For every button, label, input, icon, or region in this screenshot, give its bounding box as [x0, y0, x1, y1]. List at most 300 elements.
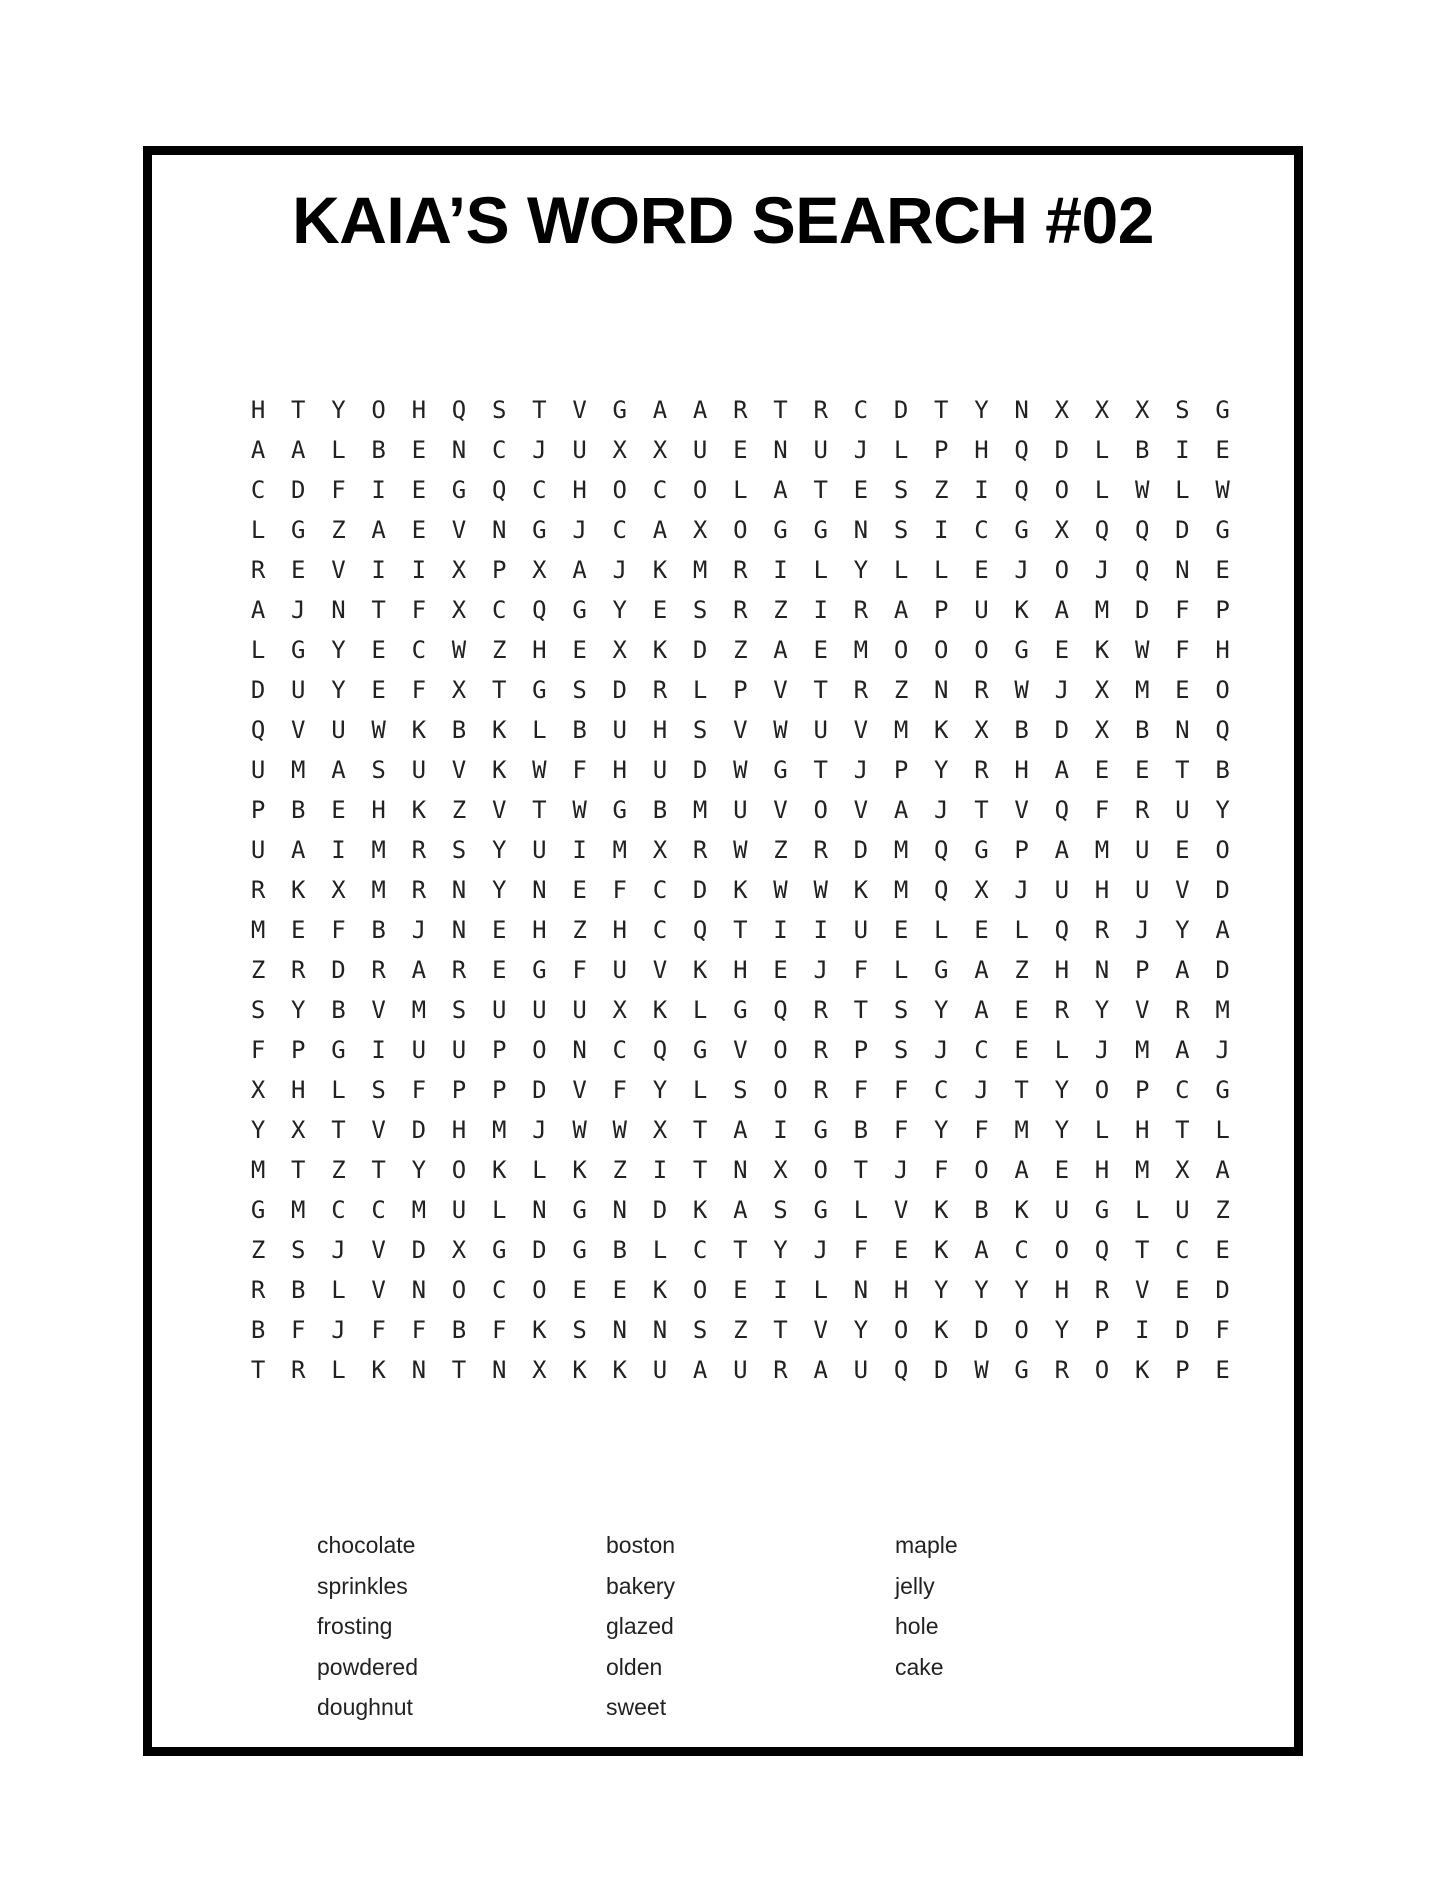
- grid-letter: H: [532, 916, 547, 944]
- grid-letter: X: [1094, 716, 1110, 744]
- grid-letter: X: [773, 1156, 788, 1184]
- grid-letter: Y: [331, 396, 346, 424]
- grid-letter: K: [853, 876, 869, 904]
- grid-letter: O: [773, 1036, 788, 1064]
- grid-letter: L: [250, 636, 266, 664]
- grid-letter: S: [692, 596, 708, 624]
- grid-letter: T: [1175, 756, 1190, 784]
- grid-letter: J: [934, 1036, 949, 1064]
- grid-letter: A: [773, 636, 788, 664]
- grid-letter: U: [652, 1356, 668, 1384]
- grid-letter: Q: [451, 396, 467, 424]
- grid-letter: A: [893, 796, 909, 824]
- grid-letter: V: [652, 956, 668, 984]
- grid-letter: U: [1134, 836, 1150, 864]
- word-item: sweet: [606, 1694, 667, 1720]
- grid-letter: S: [893, 476, 909, 504]
- grid-letter: N: [934, 676, 949, 704]
- grid-letter: N: [773, 436, 788, 464]
- grid-letter: C: [1175, 1236, 1190, 1264]
- grid-letter: U: [572, 996, 587, 1024]
- grid-row: [238, 430, 1238, 470]
- grid-letter: W: [773, 716, 788, 744]
- grid-letter: Y: [1014, 1276, 1029, 1304]
- grid-letter: O: [813, 796, 828, 824]
- grid-letter: L: [893, 556, 909, 584]
- grid-letter: M: [893, 876, 909, 904]
- grid-letter: Z: [331, 1156, 346, 1184]
- grid-row: [238, 470, 1238, 510]
- grid-letter: Q: [1054, 796, 1070, 824]
- grid-letter: F: [1175, 636, 1190, 664]
- grid-letter: P: [491, 1076, 507, 1104]
- grid-letter: S: [491, 396, 507, 424]
- grid-letter: O: [451, 1276, 467, 1304]
- grid-letter: E: [893, 916, 909, 944]
- grid-letter: S: [371, 756, 386, 784]
- grid-letter: Q: [692, 916, 708, 944]
- grid-letter: P: [1134, 1076, 1150, 1104]
- grid-letter: T: [1134, 1236, 1150, 1264]
- grid-letter: C: [1014, 1236, 1029, 1264]
- grid-letter: W: [1014, 676, 1029, 704]
- grid-letter: X: [451, 676, 467, 704]
- grid-letter: T: [733, 916, 748, 944]
- grid-letter: P: [1134, 956, 1150, 984]
- grid-letter: L: [813, 1276, 828, 1304]
- grid-letter: A: [974, 956, 989, 984]
- grid-letter: V: [451, 756, 467, 784]
- grid-letter: E: [1215, 556, 1230, 584]
- grid-letter: G: [934, 956, 949, 984]
- grid-letter: M: [491, 1116, 507, 1144]
- grid-letter: W: [532, 756, 547, 784]
- grid-letter: Z: [491, 636, 507, 664]
- grid-letter: X: [652, 1116, 668, 1144]
- grid-letter: J: [1014, 556, 1029, 584]
- grid-letter: U: [532, 836, 547, 864]
- grid-letter: E: [331, 796, 346, 824]
- grid-letter: I: [813, 596, 828, 624]
- grid-letter: Z: [773, 836, 788, 864]
- grid-letter: I: [652, 1156, 668, 1184]
- grid-letter: F: [853, 1236, 869, 1264]
- grid-letter: U: [331, 716, 346, 744]
- grid-letter: D: [934, 1356, 949, 1384]
- grid-letter: P: [491, 1036, 507, 1064]
- grid-letter: A: [1215, 916, 1230, 944]
- grid-letter: O: [1054, 476, 1070, 504]
- grid-letter: X: [652, 836, 668, 864]
- grid-letter: T: [371, 1156, 386, 1184]
- grid-letter: F: [1175, 596, 1190, 624]
- grid-row: [238, 510, 1238, 550]
- grid-letter: H: [1094, 1156, 1110, 1184]
- grid-letter: E: [411, 476, 427, 504]
- grid-letter: O: [1094, 1076, 1110, 1104]
- grid-letter: V: [371, 996, 386, 1024]
- grid-letter: U: [291, 676, 306, 704]
- grid-letter: B: [974, 1196, 989, 1224]
- grid-letter: I: [934, 516, 949, 544]
- grid-letter: T: [974, 796, 989, 824]
- grid-letter: M: [371, 876, 386, 904]
- grid-letter: F: [934, 1156, 949, 1184]
- grid-letter: R: [1175, 996, 1190, 1024]
- grid-letter: U: [1054, 1196, 1070, 1224]
- puzzle-frame: [143, 146, 1303, 1756]
- grid-letter: F: [371, 1316, 386, 1344]
- grid-letter: R: [411, 836, 427, 864]
- grid-letter: G: [974, 836, 989, 864]
- grid-letter: E: [1215, 1356, 1230, 1384]
- grid-letter: T: [773, 1316, 788, 1344]
- grid-letter: U: [813, 436, 828, 464]
- grid-letter: D: [331, 956, 346, 984]
- grid-letter: B: [451, 716, 467, 744]
- grid-letter: F: [572, 756, 587, 784]
- grid-letter: U: [491, 996, 507, 1024]
- grid-letter: G: [733, 996, 748, 1024]
- grid-letter: F: [491, 1316, 507, 1344]
- grid-letter: G: [532, 676, 547, 704]
- grid-letter: N: [331, 596, 346, 624]
- word-column: [895, 1525, 1184, 1728]
- grid-letter: J: [853, 436, 869, 464]
- grid-letter: L: [491, 1196, 507, 1224]
- grid-letter: A: [652, 396, 668, 424]
- grid-letter: J: [1054, 676, 1070, 704]
- grid-letter: N: [652, 1316, 668, 1344]
- grid-letter: P: [1094, 1316, 1110, 1344]
- grid-letter: K: [371, 1356, 386, 1384]
- grid-letter: P: [733, 676, 748, 704]
- grid-letter: U: [612, 716, 627, 744]
- grid-letter: Q: [1134, 516, 1150, 544]
- grid-letter: O: [934, 636, 949, 664]
- grid-letter: N: [451, 876, 467, 904]
- grid-letter: O: [371, 396, 386, 424]
- grid-letter: T: [813, 676, 828, 704]
- grid-letter: G: [250, 1196, 266, 1224]
- grid-letter: H: [612, 916, 627, 944]
- grid-letter: Y: [853, 1316, 869, 1344]
- grid-letter: Y: [934, 756, 949, 784]
- grid-letter: O: [451, 1156, 467, 1184]
- grid-letter: S: [371, 1076, 386, 1104]
- grid-letter: L: [331, 1076, 346, 1104]
- grid-letter: K: [934, 1236, 949, 1264]
- grid-letter: N: [853, 516, 869, 544]
- grid-letter: Z: [1014, 956, 1029, 984]
- grid-letter: C: [612, 1036, 627, 1064]
- grid-letter: U: [692, 436, 708, 464]
- grid-row: [238, 1030, 1238, 1070]
- grid-letter: U: [451, 1196, 467, 1224]
- grid-letter: D: [291, 476, 306, 504]
- grid-letter: O: [893, 636, 909, 664]
- grid-row: [238, 1110, 1238, 1150]
- grid-letter: T: [692, 1116, 708, 1144]
- grid-letter: L: [331, 1276, 346, 1304]
- grid-letter: Q: [250, 716, 266, 744]
- grid-letter: N: [532, 876, 547, 904]
- grid-letter: A: [1175, 956, 1190, 984]
- grid-letter: Q: [652, 1036, 668, 1064]
- grid-letter: V: [813, 1316, 828, 1344]
- grid-letter: L: [692, 676, 708, 704]
- grid-letter: Q: [1054, 916, 1070, 944]
- grid-row: [238, 910, 1238, 950]
- grid-letter: B: [371, 916, 386, 944]
- grid-letter: T: [371, 596, 386, 624]
- grid-letter: W: [371, 716, 386, 744]
- grid-letter: R: [813, 1076, 828, 1104]
- grid-letter: T: [773, 396, 788, 424]
- grid-letter: G: [1014, 1356, 1029, 1384]
- grid-letter: O: [1215, 676, 1230, 704]
- grid-letter: G: [773, 756, 788, 784]
- grid-letter: X: [1054, 396, 1070, 424]
- grid-letter: U: [250, 836, 266, 864]
- grid-letter: N: [1175, 716, 1190, 744]
- grid-row: [238, 1150, 1238, 1190]
- grid-letter: W: [733, 836, 748, 864]
- grid-letter: H: [974, 436, 989, 464]
- grid-letter: T: [813, 756, 828, 784]
- grid-letter: G: [813, 1196, 828, 1224]
- grid-letter: N: [612, 1316, 627, 1344]
- grid-letter: R: [813, 1036, 828, 1064]
- grid-letter: K: [692, 956, 708, 984]
- grid-letter: S: [451, 996, 467, 1024]
- grid-letter: K: [411, 796, 427, 824]
- grid-letter: K: [1014, 596, 1029, 624]
- grid-letter: V: [572, 396, 587, 424]
- grid-letter: F: [411, 1076, 427, 1104]
- word-item: frosting: [317, 1613, 393, 1639]
- grid-letter: S: [451, 836, 467, 864]
- grid-letter: U: [451, 1036, 467, 1064]
- grid-letter: E: [1175, 676, 1190, 704]
- grid-letter: N: [1014, 396, 1029, 424]
- grid-letter: Z: [250, 956, 266, 984]
- grid-letter: A: [250, 596, 266, 624]
- grid-letter: O: [1054, 556, 1070, 584]
- grid-letter: T: [692, 1156, 708, 1184]
- grid-letter: V: [853, 716, 869, 744]
- grid-letter: Z: [1215, 1196, 1230, 1224]
- grid-letter: D: [532, 1076, 547, 1104]
- grid-letter: R: [451, 956, 467, 984]
- grid-letter: T: [291, 396, 306, 424]
- grid-row: [238, 1190, 1238, 1230]
- grid-letter: X: [451, 596, 467, 624]
- grid-letter: O: [1215, 836, 1230, 864]
- grid-letter: Y: [773, 1236, 788, 1264]
- grid-letter: N: [853, 1276, 869, 1304]
- grid-letter: W: [1215, 476, 1230, 504]
- grid-letter: X: [532, 1356, 547, 1384]
- grid-letter: G: [451, 476, 467, 504]
- grid-letter: Q: [1014, 436, 1029, 464]
- grid-letter: B: [652, 796, 668, 824]
- grid-letter: J: [934, 796, 949, 824]
- grid-letter: Z: [733, 636, 748, 664]
- grid-row: [238, 590, 1238, 630]
- grid-letter: L: [853, 1196, 869, 1224]
- grid-letter: O: [974, 1156, 989, 1184]
- grid-letter: D: [652, 1196, 668, 1224]
- grid-letter: B: [1134, 436, 1150, 464]
- grid-letter: U: [532, 996, 547, 1024]
- grid-letter: Y: [1175, 916, 1190, 944]
- grid-letter: L: [652, 1236, 668, 1264]
- word-item: cake: [895, 1653, 944, 1680]
- grid-letter: M: [692, 556, 708, 584]
- grid-letter: A: [692, 396, 708, 424]
- grid-row: [238, 390, 1238, 430]
- grid-letter: M: [411, 1196, 427, 1224]
- grid-letter: C: [532, 476, 547, 504]
- grid-letter: W: [974, 1356, 989, 1384]
- grid-letter: O: [612, 476, 627, 504]
- grid-letter: U: [1134, 876, 1150, 904]
- grid-letter: R: [974, 676, 989, 704]
- grid-letter: E: [652, 596, 668, 624]
- grid-letter: B: [1014, 716, 1029, 744]
- grid-letter: R: [1054, 996, 1070, 1024]
- grid-letter: B: [612, 1236, 627, 1264]
- grid-row: [238, 1350, 1238, 1390]
- word-item: sprinkles: [317, 1572, 408, 1599]
- grid-letter: D: [1215, 876, 1230, 904]
- grid-letter: K: [652, 636, 668, 664]
- grid-letter: C: [491, 436, 507, 464]
- grid-letter: G: [1215, 1076, 1230, 1104]
- grid-letter: L: [1094, 436, 1110, 464]
- grid-letter: G: [612, 396, 627, 424]
- grid-letter: Q: [1094, 516, 1110, 544]
- grid-letter: L: [1175, 476, 1190, 504]
- grid-letter: P: [291, 1036, 306, 1064]
- grid-letter: V: [371, 1276, 386, 1304]
- grid-letter: G: [572, 596, 587, 624]
- grid-letter: H: [532, 636, 547, 664]
- grid-letter: Y: [1054, 1116, 1070, 1144]
- grid-letter: W: [612, 1116, 627, 1144]
- grid-letter: Q: [491, 476, 507, 504]
- grid-letter: K: [491, 1156, 507, 1184]
- grid-letter: K: [692, 1196, 708, 1224]
- grid-letter: V: [572, 1076, 587, 1104]
- word-item: glazed: [606, 1613, 674, 1639]
- grid-letter: X: [291, 1116, 306, 1144]
- grid-letter: F: [853, 1076, 869, 1104]
- grid-row: [238, 830, 1238, 870]
- grid-letter: T: [1014, 1076, 1029, 1104]
- grid-letter: G: [572, 1196, 587, 1224]
- grid-letter: U: [974, 596, 989, 624]
- grid-letter: A: [974, 1236, 989, 1264]
- grid-letter: Y: [331, 676, 346, 704]
- grid-letter: L: [1215, 1116, 1230, 1144]
- grid-letter: A: [291, 436, 306, 464]
- grid-letter: E: [1054, 1156, 1070, 1184]
- grid-letter: H: [1014, 756, 1029, 784]
- grid-letter: D: [1175, 1316, 1190, 1344]
- grid-letter: G: [491, 1236, 507, 1264]
- grid-letter: Q: [934, 876, 949, 904]
- grid-letter: D: [1215, 956, 1230, 984]
- grid-letter: Q: [532, 596, 547, 624]
- grid-letter: C: [652, 876, 668, 904]
- grid-letter: Z: [773, 596, 788, 624]
- grid-letter: Q: [934, 836, 949, 864]
- grid-letter: B: [572, 716, 587, 744]
- grid-letter: X: [451, 556, 467, 584]
- grid-letter: X: [451, 1236, 467, 1264]
- grid-letter: I: [371, 1036, 386, 1064]
- grid-letter: W: [813, 876, 828, 904]
- grid-letter: X: [974, 876, 989, 904]
- grid-letter: R: [853, 676, 869, 704]
- grid-letter: S: [733, 1076, 748, 1104]
- word-item: olden: [606, 1653, 663, 1680]
- grid-letter: L: [934, 556, 949, 584]
- grid-letter: L: [1014, 916, 1029, 944]
- word-item: jelly: [895, 1572, 935, 1599]
- grid-letter: F: [893, 1116, 909, 1144]
- grid-letter: L: [532, 1156, 547, 1184]
- grid-letter: D: [411, 1236, 427, 1264]
- grid-letter: R: [291, 956, 306, 984]
- grid-letter: O: [733, 516, 748, 544]
- grid-letter: C: [411, 636, 427, 664]
- grid-letter: H: [411, 396, 427, 424]
- grid-letter: H: [291, 1076, 306, 1104]
- grid-letter: E: [291, 916, 306, 944]
- grid-letter: Z: [572, 916, 587, 944]
- grid-letter: F: [853, 956, 869, 984]
- grid-letter: G: [692, 1036, 708, 1064]
- grid-letter: G: [532, 956, 547, 984]
- grid-letter: K: [733, 876, 748, 904]
- grid-letter: I: [371, 476, 386, 504]
- grid-letter: M: [1134, 676, 1150, 704]
- grid-letter: F: [291, 1316, 306, 1344]
- grid-letter: Y: [1054, 1316, 1070, 1344]
- grid-letter: R: [733, 556, 748, 584]
- grid-letter: T: [491, 676, 507, 704]
- grid-letter: L: [331, 436, 346, 464]
- grid-letter: S: [1175, 396, 1190, 424]
- grid-letter: M: [291, 756, 306, 784]
- grid-letter: I: [1134, 1316, 1150, 1344]
- grid-letter: X: [1094, 396, 1110, 424]
- grid-letter: A: [1054, 596, 1070, 624]
- grid-letter: F: [893, 1076, 909, 1104]
- grid-letter: E: [733, 436, 748, 464]
- grid-letter: Y: [652, 1076, 668, 1104]
- grid-letter: Z: [893, 676, 909, 704]
- grid-row: [238, 750, 1238, 790]
- grid-letter: V: [853, 796, 869, 824]
- grid-letter: V: [491, 796, 507, 824]
- grid-letter: C: [652, 916, 668, 944]
- grid-letter: X: [974, 716, 989, 744]
- grid-row: [238, 1270, 1238, 1310]
